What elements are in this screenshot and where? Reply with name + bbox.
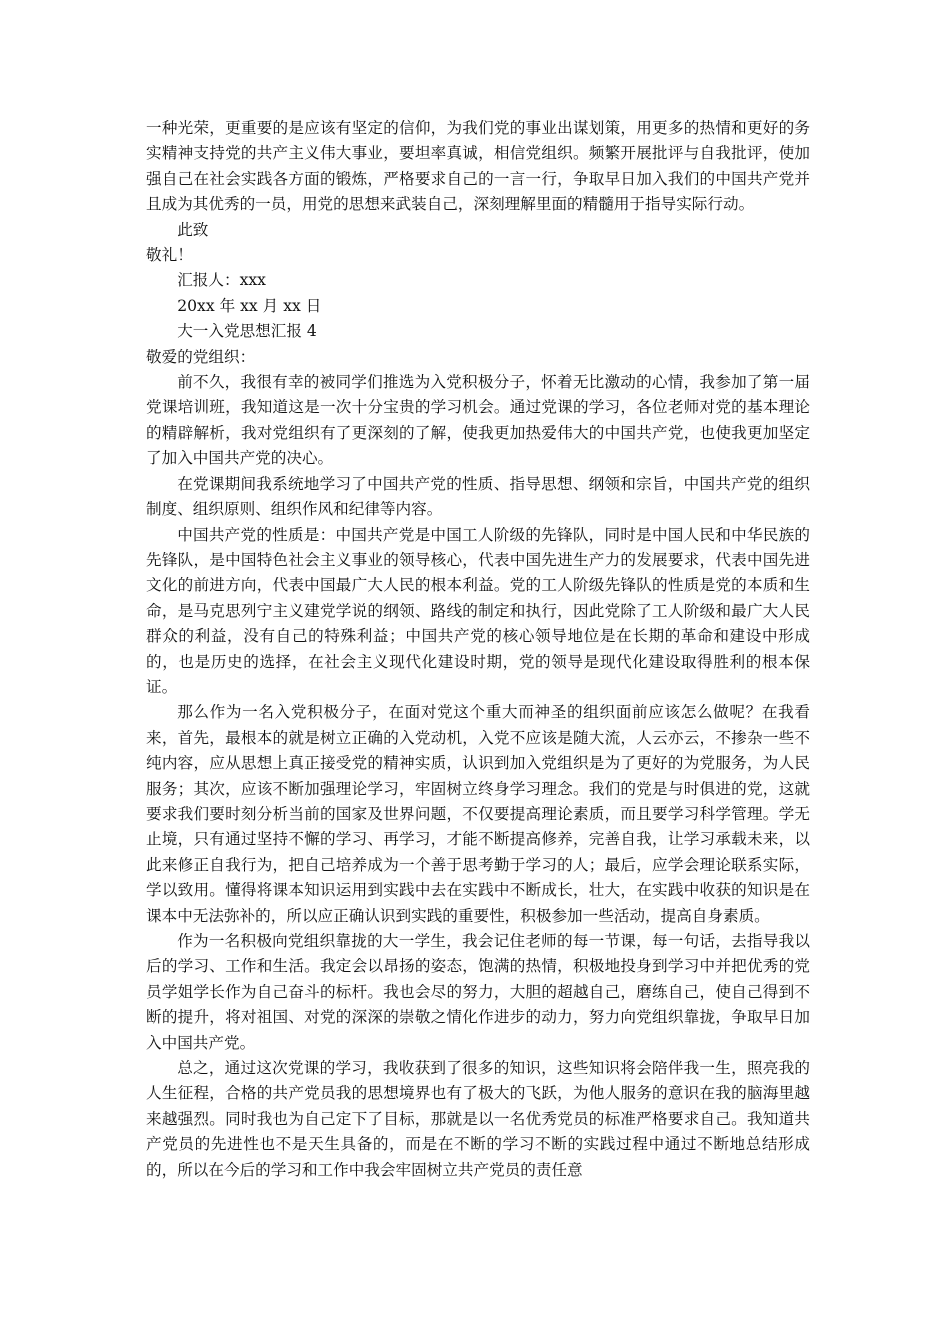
date-line: 20xx 年 xx 月 xx 日	[177, 296, 322, 315]
closing-ci-zhi: 此致	[177, 220, 209, 239]
continuation-paragraph: 一种光荣，更重要的是应该有坚定的信仰，为我们党的事业出谋划策，用更多的热情和更好的务实精神支持党的共产主义伟大事业，要坦率真诚，相信党组织。频繁开展批评与自我批评，使加强自己在社会实践各方面的锻炼，严格要求自己的一言一行，争取早日加入我们的中国共产党并且成为其优秀的一员，用党的思想来武装自己，深刻理解里面的精髓用于指导实际行动。	[146, 119, 810, 214]
body-paragraph-3: 中国共产党的性质是：中国共产党是中国工人阶级的先锋队，同时是中国人民和中华民族的先锋队，是中国特色社会主义事业的领导核心，代表中国先进生产力的发展要求，代表中国先进文化的前进方向，代表中国最广大人民的根本利益。党的工人阶级先锋队的性质是党的本质和生命，是马克思列宁主义建党学说的纲领、路线的制定和执行，因此党除了工人阶级和最广大人民群众的利益，没有自己的特殊利益；中国共产党的核心领导地位是在长期的革命和建设中形成的，也是历史的选择，在社会主义现代化建设时期，党的领导是现代化建设取得胜利的根本保证。	[146, 525, 810, 696]
body-paragraph-6: 总之，通过这次党课的学习，我收获到了很多的知识，这些知识将会陪伴我一生，照亮我的人生征程，合格的共产党员我的思想境界也有了极大的飞跃，为他人服务的意识在我的脑海里越来越强烈。同时我也为自己定下了目标，那就是以一名优秀党员的标准严格要求自己。我知道共产党员的先进性也不是天生具备的，而是在不断的学习不断的实践过程中通过不断地总结形成的，所以在今后的学习和工作中我会牢固树立共产党员的责任意	[146, 1059, 810, 1179]
body-paragraph-2: 在党课期间我系统地学习了中国共产党的性质、指导思想、纲领和宗旨，中国共产党的组织制度、组织原则、组织作风和纪律等内容。	[146, 474, 810, 519]
reporter-line: 汇报人：xxx	[177, 271, 266, 290]
document-page	[146, 116, 810, 1183]
body-paragraph-5: 作为一名积极向党组织靠拢的大一学生，我会记住老师的每一节课，每一句话，去指导我以后的学习、工作和生活。我定会以昂扬的姿态，饱满的热情，积极地投身到学习中并把优秀的党员学姐学长作为自己奋斗的标杆。我也会尽的努力，大胆的超越自己，磨练自己，使自己得到不断的提升，将对祖国、对党的深深的崇敬之情化作进步的动力，努力向党组织靠拢，争取早日加入中国共产党。	[146, 932, 810, 1052]
salutation: 敬爱的党组织：	[146, 347, 256, 366]
body-paragraph-1: 前不久，我很有幸的被同学们推选为入党积极分子，怀着无比激动的心情，我参加了第一届党课培训班，我知道这是一次十分宝贵的学习机会。通过党课的学习，各位老师对党的基本理论的精辟解析，我对党组织有了更深刻的了解，使我更加热爱伟大的中国共产党，也使我更加坚定了加入中国共产党的决心。	[146, 373, 810, 468]
section-title: 大一入党思想汇报 4	[177, 322, 317, 341]
closing-jing-li: 敬礼！	[146, 246, 193, 265]
body-paragraph-4: 那么作为一名入党积极分子，在面对党这个重大而神圣的组织面前应该怎么做呢？在我看来，首先，最根本的就是树立正确的入党动机，入党不应该是随大流，人云亦云，不掺杂一些不纯内容，应从思想上真正接受党的精神实质，认识到加入党组织是为了更好的为党服务，为人民服务；其次，应该不断加强理论学习，牢固树立终身学习理念。我们的党是与时俱进的党，这就要求我们要时刻分析当前的国家及世界问题，不仅要提高理论素质，而且要学习科学管理。学无止境，只有通过坚持不懈的学习、再学习，才能不断提高修养，完善自我，让学习承载未来，以此来修正自我行为，把自己培养成为一个善于思考勤于学习的人；最后，应学会理论联系实际，学以致用。懂得将课本知识运用到实践中去在实践中不断成长，壮大，在实践中收获的知识是在课本中无法弥补的，所以应正确认识到实践的重要性，积极参加一些活动，提高自身素质。	[146, 703, 810, 925]
